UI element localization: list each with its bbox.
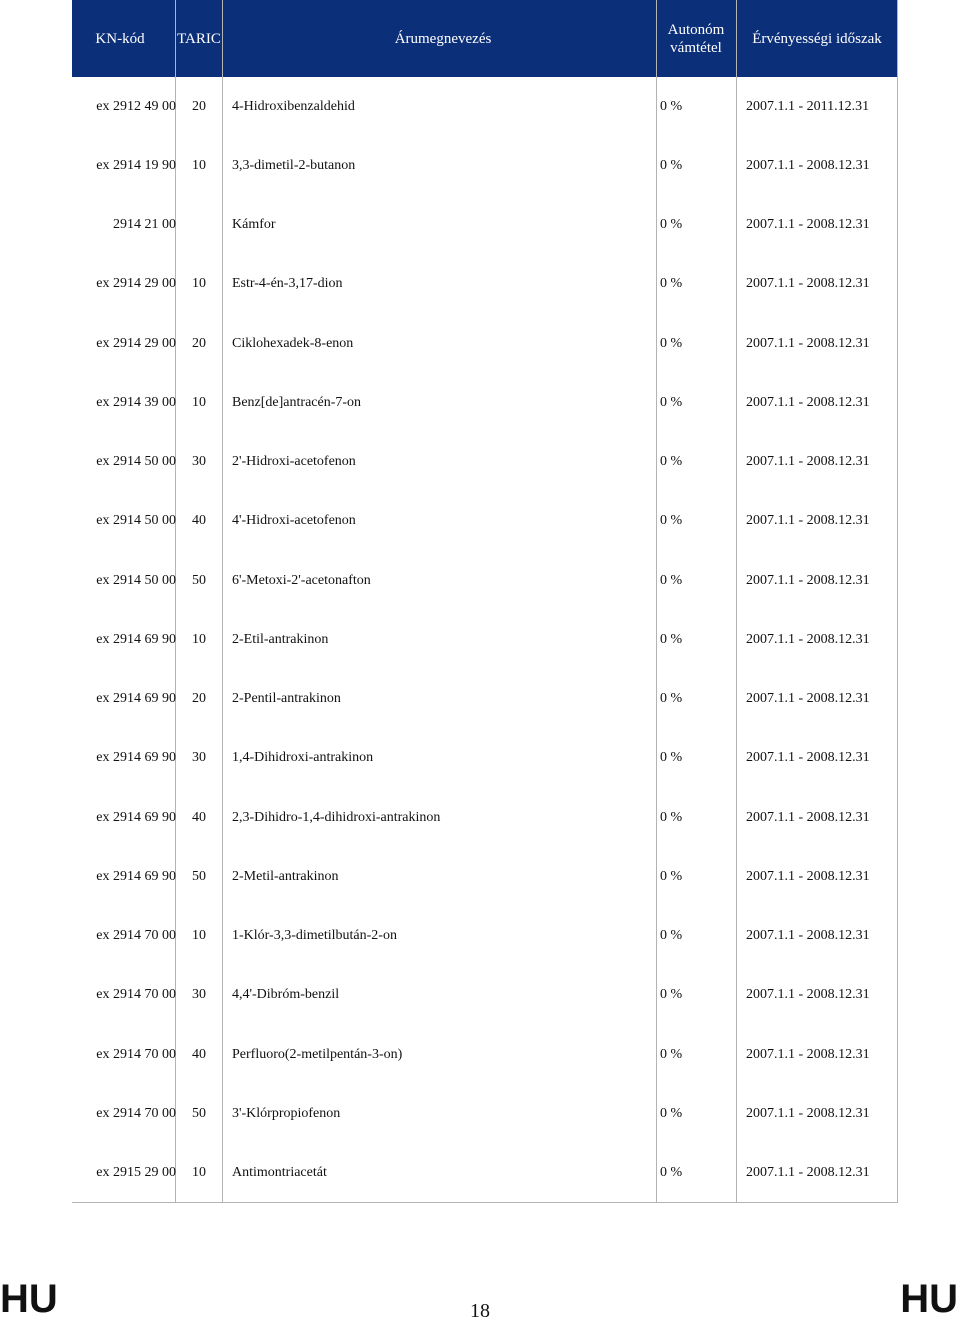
table-row (72, 492, 898, 551)
cell-validity: 2007.1.1 - 2008.12.31 (746, 631, 870, 647)
cell-validity: 2007.1.1 - 2008.12.31 (746, 454, 870, 470)
table-row (72, 196, 898, 255)
cell-kn-code: ex 2914 70 00 (96, 987, 176, 1003)
cell-kn-code: ex 2914 19 90 (96, 157, 176, 173)
table-row (72, 373, 898, 432)
table-header (72, 0, 898, 77)
cell-validity: 2007.1.1 - 2008.12.31 (746, 335, 870, 351)
cell-duty-rate: 0 % (660, 1105, 683, 1121)
table-row (72, 1144, 898, 1203)
cell-validity: 2007.1.1 - 2008.12.31 (746, 1105, 870, 1121)
table-row (72, 1084, 898, 1143)
footer-language-code-right: HU (900, 1277, 958, 1321)
cell-duty-rate: 0 % (660, 750, 683, 766)
table-row (72, 433, 898, 492)
cell-kn-code: ex 2914 29 00 (96, 276, 176, 292)
cell-description: Antimontriacetát (232, 1165, 327, 1181)
cell-taric: 10 (192, 1165, 206, 1181)
cell-taric: 20 (192, 98, 206, 114)
cell-description: Perfluoro(2-metilpentán-3-on) (232, 1046, 403, 1062)
cell-validity: 2007.1.1 - 2011.12.31 (746, 98, 870, 114)
cell-taric: 20 (192, 335, 206, 351)
cell-taric: 20 (192, 691, 206, 707)
cell-taric: 30 (192, 454, 206, 470)
cell-duty-rate: 0 % (660, 928, 683, 944)
cell-duty-rate: 0 % (660, 1046, 683, 1062)
cell-validity: 2007.1.1 - 2008.12.31 (746, 750, 870, 766)
footer-language-code-left: HU (0, 1277, 58, 1321)
cell-taric: 50 (192, 868, 206, 884)
cell-validity: 2007.1.1 - 2008.12.31 (746, 987, 870, 1003)
cell-description: Estr-4-én-3,17-dion (232, 276, 343, 292)
cell-duty-rate: 0 % (660, 868, 683, 884)
header-description: Árumegnevezés (394, 30, 492, 47)
cell-validity: 2007.1.1 - 2008.12.31 (746, 1165, 870, 1181)
cell-kn-code: ex 2912 49 00 (96, 98, 176, 114)
table-row (72, 314, 898, 373)
cell-kn-code: ex 2914 70 00 (96, 1105, 176, 1121)
header-validity: Érvényességi időszak (752, 30, 882, 47)
cell-description: 2,3-Dihidro-1,4-dihidroxi-antrakinon (232, 809, 441, 825)
cell-taric: 30 (192, 750, 206, 766)
cell-validity: 2007.1.1 - 2008.12.31 (746, 394, 870, 410)
cell-taric: 10 (192, 157, 206, 173)
cell-description: Benz[de]antracén-7-on (232, 394, 362, 410)
cell-validity: 2007.1.1 - 2008.12.31 (746, 928, 870, 944)
cell-duty-rate: 0 % (660, 987, 683, 1003)
cell-kn-code: ex 2914 39 00 (96, 394, 176, 410)
cell-duty-rate: 0 % (660, 98, 683, 114)
cell-description: 6'-Metoxi-2'-acetonafton (232, 572, 371, 588)
cell-kn-code: ex 2914 69 90 (96, 691, 176, 707)
table-row (72, 255, 898, 314)
cell-taric: 40 (192, 1046, 206, 1062)
cell-description: Kámfor (232, 217, 276, 233)
table-row (72, 729, 898, 788)
page-number: 18 (470, 1300, 490, 1322)
header-taric: TARIC (177, 30, 221, 47)
table-body (72, 77, 898, 1203)
cell-taric: 30 (192, 987, 206, 1003)
cell-kn-code: ex 2914 69 90 (96, 868, 176, 884)
cell-duty-rate: 0 % (660, 335, 683, 351)
cell-kn-code: ex 2914 69 90 (96, 750, 176, 766)
cell-kn-code: ex 2914 70 00 (96, 1046, 176, 1062)
cell-duty-rate: 0 % (660, 394, 683, 410)
cell-description: 1-Klór-3,3-dimetilbután-2-on (232, 928, 397, 944)
cell-kn-code: ex 2914 69 90 (96, 809, 176, 825)
cell-taric (176, 196, 222, 255)
cell-kn-code: ex 2914 50 00 (96, 513, 176, 529)
header-duty-rate (656, 0, 736, 77)
cell-duty-rate: 0 % (660, 157, 683, 173)
table-row (72, 77, 898, 136)
cell-description: 3,3-dimetil-2-butanon (232, 157, 356, 173)
cell-taric: 40 (192, 513, 206, 529)
cell-description: 4-Hidroxibenzaldehid (232, 98, 355, 114)
cell-validity: 2007.1.1 - 2008.12.31 (746, 572, 870, 588)
table-row (72, 788, 898, 847)
cell-duty-rate: 0 % (660, 217, 683, 233)
cell-duty-rate: 0 % (660, 691, 683, 707)
cell-validity: 2007.1.1 - 2008.12.31 (746, 691, 870, 707)
cell-kn-code: ex 2914 50 00 (96, 454, 176, 470)
cell-duty-rate: 0 % (660, 513, 683, 529)
cell-duty-rate: 0 % (660, 809, 683, 825)
cell-description: 2-Metil-antrakinon (232, 868, 339, 884)
cell-description: 2'-Hidroxi-acetofenon (232, 454, 356, 470)
table-row (72, 1025, 898, 1084)
cell-duty-rate: 0 % (660, 454, 683, 470)
cell-description: 4'-Hidroxi-acetofenon (232, 513, 356, 529)
cell-kn-code: ex 2914 29 00 (96, 335, 176, 351)
cell-validity: 2007.1.1 - 2008.12.31 (746, 276, 870, 292)
cell-duty-rate: 0 % (660, 276, 683, 292)
cell-taric: 10 (192, 276, 206, 292)
cell-validity: 2007.1.1 - 2008.12.31 (746, 217, 870, 233)
cell-description: 3'-Klórpropiofenon (232, 1105, 341, 1121)
table-row (72, 136, 898, 195)
cell-taric: 10 (192, 631, 206, 647)
table-row (72, 907, 898, 966)
table-row (72, 966, 898, 1025)
header-duty-rate-line2: vámtétel (670, 39, 722, 56)
cell-description: 2-Pentil-antrakinon (232, 691, 341, 707)
cell-description: 4,4'-Dibróm-benzil (232, 987, 340, 1003)
cell-taric: 50 (192, 1105, 206, 1121)
cell-taric: 10 (192, 394, 206, 410)
cell-kn-code: ex 2914 69 90 (96, 631, 176, 647)
cell-duty-rate: 0 % (660, 1165, 683, 1181)
cell-validity: 2007.1.1 - 2008.12.31 (746, 157, 870, 173)
cell-taric: 40 (192, 809, 206, 825)
cell-duty-rate: 0 % (660, 572, 683, 588)
cell-validity: 2007.1.1 - 2008.12.31 (746, 1046, 870, 1062)
cell-description: 2-Etil-antrakinon (232, 631, 329, 647)
cell-validity: 2007.1.1 - 2008.12.31 (746, 868, 870, 884)
cell-kn-code: 2914 21 00 (113, 217, 176, 233)
table-row (72, 670, 898, 729)
cell-description: 1,4-Dihidroxi-antrakinon (232, 750, 374, 766)
cell-description: Ciklohexadek-8-enon (232, 335, 354, 351)
cell-taric: 50 (192, 572, 206, 588)
table-row (72, 551, 898, 610)
cell-validity: 2007.1.1 - 2008.12.31 (746, 809, 870, 825)
table-row (72, 847, 898, 906)
cell-kn-code: ex 2914 50 00 (96, 572, 176, 588)
cell-kn-code: ex 2914 70 00 (96, 928, 176, 944)
header-duty-rate-line1: Autonóm (667, 21, 725, 38)
table-row (72, 610, 898, 669)
cell-taric: 10 (192, 928, 206, 944)
cell-kn-code: ex 2915 29 00 (96, 1165, 176, 1181)
cell-validity: 2007.1.1 - 2008.12.31 (746, 513, 870, 529)
header-kn-code: KN-kód (95, 30, 145, 47)
cell-duty-rate: 0 % (660, 631, 683, 647)
